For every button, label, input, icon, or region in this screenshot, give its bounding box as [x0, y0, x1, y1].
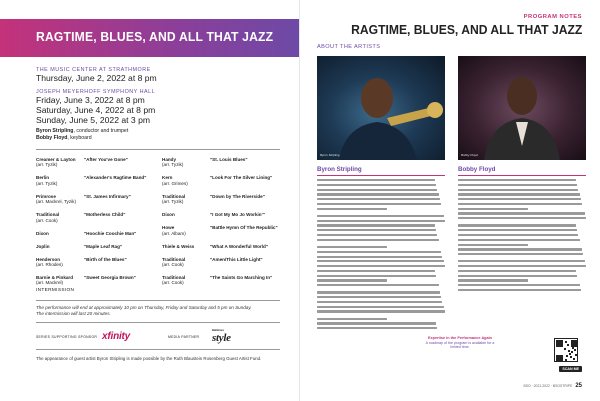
- composer: Kern (arr. Grimes): [162, 175, 188, 186]
- composer: Dixon: [162, 212, 175, 218]
- bio-text-line: [317, 279, 387, 281]
- divider: [36, 322, 280, 323]
- photo-caption: Bobby Floyd: [461, 153, 478, 157]
- piece-title: "Amen/This Little Light": [210, 256, 263, 262]
- program-item: [36, 231, 163, 236]
- bio-text-line: [317, 291, 440, 293]
- piece-title: "St. James Infirmary": [84, 193, 131, 199]
- bio-text-line: [317, 256, 442, 258]
- credit-conductor: Byron Stripling, conductor and trumpet: [36, 128, 129, 134]
- composer: Berlin (arr. Tyzik): [36, 175, 58, 186]
- bio-text-line: [458, 260, 585, 262]
- folio: BSO · 2021-2022 · BSOSTRIPE 25: [523, 383, 582, 389]
- piece-title: "Down by The Riverside": [210, 193, 265, 199]
- bio-text-line: [317, 179, 435, 181]
- composer: Thiele & Weiss: [162, 243, 195, 249]
- bio-text-line: [317, 224, 435, 226]
- bio-text-line: [317, 215, 444, 217]
- bio-text-line: [317, 208, 387, 210]
- program-item: [36, 157, 163, 168]
- floyd-bio-text: [458, 179, 586, 294]
- bio-text-line: [317, 275, 436, 277]
- program-item: [162, 244, 289, 249]
- program-item: [162, 175, 289, 186]
- artist-name-floyd: Bobby Floyd: [458, 166, 496, 173]
- composer: Traditional (arr. Cook): [162, 256, 186, 268]
- piece-title: "The Saints Go Marching In": [210, 275, 273, 281]
- bio-text-line: [317, 318, 387, 320]
- composer: Traditional (arr. Tyzik): [162, 193, 186, 205]
- program-notes-label: PROGRAM NOTES: [523, 14, 582, 20]
- bio-text-line: [458, 253, 583, 255]
- bio-text-line: [458, 217, 586, 219]
- divider: [36, 300, 280, 301]
- intermission-label: INTERMISSION: [36, 288, 75, 293]
- bio-text-line: [458, 248, 582, 250]
- banner-title: RAGTIME, BLUES, AND ALL THAT JAZZ: [36, 29, 274, 44]
- composer: Barnie & Pinkard (arr. Mackrel): [36, 275, 74, 286]
- bio-text-line: [317, 296, 441, 298]
- program-column-1: [36, 157, 163, 293]
- sponsor-strip: [36, 330, 276, 344]
- bio-text-line: [317, 306, 444, 308]
- page-title: RAGTIME, BLUES, AND ALL THAT JAZZ: [350, 22, 582, 37]
- bio-text-line: [458, 275, 577, 277]
- sponsor-label-series: SERIES SUPPORTING SPONSOR: [36, 335, 98, 339]
- bio-text-line: [317, 270, 435, 272]
- program-item: [162, 212, 289, 217]
- date-friday: Friday, June 3, 2022 at 8 pm: [36, 95, 145, 105]
- composer: Creamer & Layton (arr. Tyzik): [36, 157, 76, 168]
- right-page: [300, 0, 600, 401]
- bio-text-line: [317, 184, 436, 186]
- piece-title: "Look For The Silver Lining": [210, 175, 273, 181]
- bio-text-line: [317, 284, 439, 286]
- composer: Traditional (arr. Cook): [36, 212, 60, 223]
- artist-name-stripling: Byron Stripling: [317, 166, 362, 173]
- program-item: [162, 194, 289, 205]
- program-item: [36, 275, 163, 286]
- bio-text-line: [317, 239, 439, 241]
- bio-text-line: [458, 289, 581, 291]
- bio-text-line: [317, 229, 436, 231]
- bio-text-line: [458, 270, 576, 272]
- bio-text-line: [317, 310, 445, 312]
- bio-text-line: [317, 322, 436, 324]
- about-artists-label: ABOUT THE ARTISTS: [317, 44, 381, 50]
- duration-note: The performance will end at approximately 10 pm on Thursday, Friday and Saturday and 5 pm on Sunday.: [36, 305, 252, 310]
- expertise-callout: Expertise in the Performance Again A roadmap of the program is available for a limited time.: [425, 336, 495, 349]
- program-item: [162, 275, 289, 286]
- bio-text-line: [317, 193, 439, 195]
- program-item: [36, 257, 163, 268]
- program-item: [162, 225, 289, 236]
- piece-title: "Maple Leaf Rag": [84, 243, 123, 249]
- venue-meyerhoff: JOSEPH MEYERHOFF SYMPHONY HALL: [36, 89, 156, 95]
- bio-text-line: [458, 203, 582, 205]
- composer: Joplin: [36, 243, 50, 249]
- bio-text-line: [458, 224, 576, 226]
- piece-title: "Battle Hymn Of The Republic": [210, 225, 278, 231]
- bio-text-line: [458, 284, 580, 286]
- bio-text-line: [458, 193, 580, 195]
- keyboardist-portrait-icon: [458, 56, 586, 160]
- piece-title: "Sweet Georgia Brown": [84, 275, 136, 281]
- composer: Howe (arr. Albam): [162, 225, 186, 236]
- bio-text-line: [458, 244, 528, 246]
- bio-text-line: [317, 260, 444, 262]
- bio-text-line: [317, 198, 440, 200]
- baltimore-style-logo: Baltimore style: [212, 329, 231, 344]
- title-banner: [0, 19, 300, 57]
- bobby-floyd-photo: [458, 56, 586, 160]
- bio-text-line: [458, 229, 577, 231]
- xfinity-logo: xfinity: [102, 331, 131, 342]
- program-item: [36, 212, 163, 223]
- bio-text-line: [458, 234, 578, 236]
- composer: Traditional (arr. Cook): [162, 275, 186, 286]
- piece-title: "St. Louis Blues": [210, 157, 248, 162]
- name-underline: [317, 175, 445, 176]
- bio-text-line: [458, 265, 586, 267]
- guest-artist-fund-note: The appearance of guest artist Byron Stripling is made possible by the Ruth Blaustein Rosenberg Guest Artist Fund.: [36, 356, 262, 361]
- program-item: [36, 194, 163, 205]
- bio-text-line: [317, 246, 387, 248]
- bio-text-line: [317, 234, 437, 236]
- piece-title: "Hoochie Coochie Man": [84, 230, 137, 236]
- program-item: [36, 244, 163, 249]
- credit-keyboard: Bobby Floyd, keyboard: [36, 135, 92, 141]
- date-saturday: Saturday, June 4, 2022 at 8 pm: [36, 105, 156, 115]
- program-item: [162, 157, 289, 168]
- bio-text-line: [458, 179, 576, 181]
- bio-text-line: [317, 301, 442, 303]
- piece-title: "Alexander's Ragtime Band": [84, 175, 147, 181]
- byron-stripling-photo: [317, 56, 445, 160]
- composer: Handy (arr. Tyzik): [162, 157, 184, 168]
- piece-title: "Birth of the Blues": [84, 256, 127, 262]
- bio-text-line: [458, 198, 581, 200]
- date-strathmore: Thursday, June 2, 2022 at 8 pm: [36, 73, 157, 83]
- name-underline: [458, 175, 586, 176]
- program-item: [36, 175, 163, 186]
- piece-title: "After You've Gone": [84, 157, 128, 162]
- piece-title: "I Got My Mo Jo Workin'": [210, 212, 265, 218]
- sponsor-label-media: MEDIA PARTNER: [168, 335, 200, 339]
- piece-title: "Motherless Child": [84, 212, 126, 218]
- composer: Dixon: [36, 230, 49, 236]
- composer: Henderson (arr. Rhodes): [36, 256, 63, 268]
- photo-caption: Byron Stripling: [320, 153, 340, 157]
- piece-title: "What A Wonderful World": [210, 243, 268, 249]
- divider: [36, 349, 280, 350]
- program-column-2: [162, 157, 289, 293]
- composer: Primrose (arr. Mackrel, Tyzik): [36, 193, 76, 205]
- intermission-note: The intermission will last 20 minutes.: [36, 311, 111, 316]
- bio-text-line: [317, 251, 441, 253]
- bio-text-line: [317, 189, 437, 191]
- bio-text-line: [317, 203, 441, 205]
- bio-text-line: [317, 327, 437, 329]
- qr-code-icon[interactable]: [554, 338, 578, 362]
- program-item: [162, 257, 289, 268]
- bio-text-line: [458, 239, 580, 241]
- divider: [36, 149, 280, 150]
- stripling-bio-text: [317, 179, 445, 332]
- bio-text-line: [458, 279, 528, 281]
- scan-me-label: SCAN ME: [559, 366, 582, 372]
- bio-text-line: [458, 212, 585, 214]
- date-sunday: Sunday, June 5, 2022 at 3 pm: [36, 115, 151, 125]
- trumpeter-portrait-icon: [317, 56, 445, 160]
- bio-text-line: [317, 220, 445, 222]
- bio-text-line: [458, 208, 528, 210]
- bio-text-line: [317, 265, 445, 267]
- venue-strathmore: THE MUSIC CENTER AT STRATHMORE: [36, 67, 151, 73]
- bio-text-line: [458, 189, 578, 191]
- bio-text-line: [458, 184, 577, 186]
